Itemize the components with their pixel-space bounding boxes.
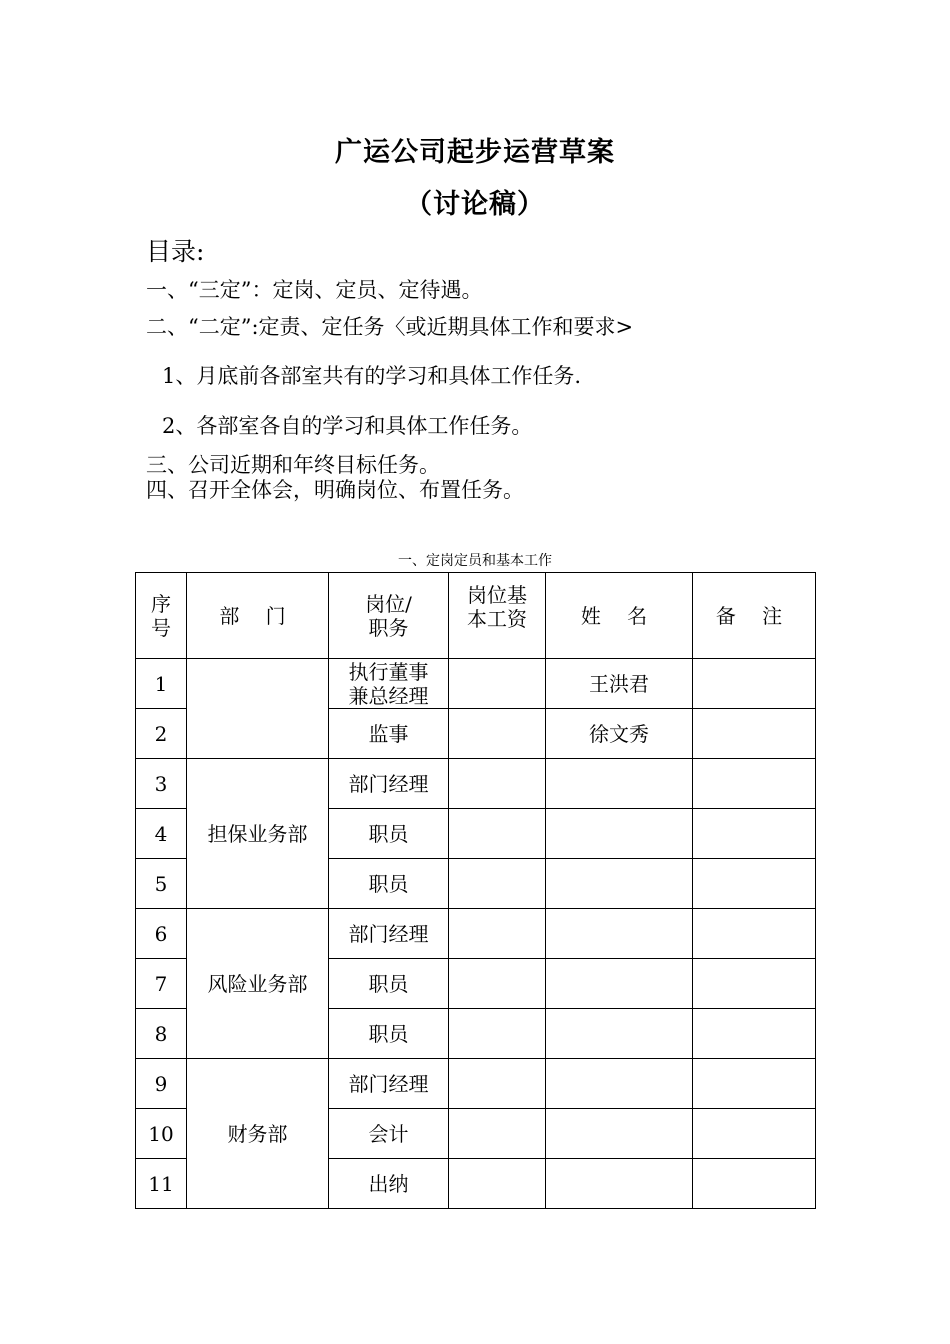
salary-cell <box>449 1059 546 1109</box>
row-number: 6 <box>136 909 187 959</box>
salary-cell <box>449 859 546 909</box>
row-number: 1 <box>136 659 187 709</box>
salary-cell <box>449 709 546 759</box>
remark-cell <box>693 1159 816 1209</box>
post-cell: 部门经理 <box>329 909 449 959</box>
table-row <box>136 759 816 809</box>
post-cell: 部门经理 <box>329 759 449 809</box>
table-header-row <box>136 573 816 659</box>
row-number: 7 <box>136 959 187 1009</box>
row-number: 8 <box>136 1009 187 1059</box>
header-name: 姓 名 <box>546 573 693 659</box>
dept-cell: 担保业务部 <box>187 759 329 909</box>
post-cell: 会计 <box>329 1109 449 1159</box>
toc-item-4: 四、召开全体会，明确岗位、布置任务。 <box>146 478 524 502</box>
remark-cell <box>693 759 816 809</box>
salary-cell <box>449 959 546 1009</box>
toc-subitem-2: 2、各部室各自的学习和具体工作任务。 <box>162 414 533 438</box>
row-number: 3 <box>136 759 187 809</box>
salary-cell <box>449 659 546 709</box>
document-subtitle: （讨论稿） <box>405 189 545 220</box>
post-cell: 出纳 <box>329 1159 449 1209</box>
post-cell: 执行董事 兼总经理 <box>329 659 449 709</box>
row-number: 2 <box>136 709 187 759</box>
salary-cell <box>449 1159 546 1209</box>
toc-item-1: 一、“三定”：定岗、定员、定待遇。 <box>146 278 483 302</box>
toc-item-3: 三、公司近期和年终目标任务。 <box>146 453 440 477</box>
header-remark: 备 注 <box>693 573 816 659</box>
toc-item-2: 二、“二定”:定责、定任务〈或近期具体工作和要求> <box>146 315 634 339</box>
row-number: 10 <box>136 1109 187 1159</box>
toc-subitem-1: 1、月底前各部室共有的学习和具体工作任务. <box>162 364 582 388</box>
salary-cell <box>449 1109 546 1159</box>
dept-cell <box>187 659 329 759</box>
remark-cell <box>693 909 816 959</box>
remark-cell <box>693 1109 816 1159</box>
row-number: 4 <box>136 809 187 859</box>
post-cell: 职员 <box>329 959 449 1009</box>
name-cell <box>546 1009 693 1059</box>
dept-cell: 财务部 <box>187 1059 329 1209</box>
salary-cell <box>449 759 546 809</box>
remark-cell <box>693 859 816 909</box>
remark-cell <box>693 1059 816 1109</box>
name-cell <box>546 1059 693 1109</box>
name-cell <box>546 859 693 909</box>
post-cell: 监事 <box>329 709 449 759</box>
table-row <box>136 1059 816 1109</box>
name-cell: 王洪君 <box>546 659 693 709</box>
header-post: 岗位/ 职务 <box>329 573 449 659</box>
name-cell <box>546 759 693 809</box>
post-cell: 职员 <box>329 809 449 859</box>
remark-cell <box>693 959 816 1009</box>
dept-cell: 风险业务部 <box>187 909 329 1059</box>
row-number: 11 <box>136 1159 187 1209</box>
post-cell: 部门经理 <box>329 1059 449 1109</box>
salary-cell <box>449 809 546 859</box>
document-title: 广运公司起步运营草案 <box>335 137 615 168</box>
name-cell <box>546 1109 693 1159</box>
table-row <box>136 909 816 959</box>
salary-cell <box>449 909 546 959</box>
table-caption: 一、定岗定员和基本工作 <box>398 553 552 569</box>
name-cell <box>546 1159 693 1209</box>
staffing-table <box>135 572 816 1209</box>
table-row <box>136 659 816 709</box>
header-seq: 序 号 <box>136 573 187 659</box>
toc-heading: 目录: <box>146 237 205 266</box>
remark-cell <box>693 659 816 709</box>
remark-cell <box>693 809 816 859</box>
header-dept: 部 门 <box>187 573 329 659</box>
name-cell <box>546 809 693 859</box>
row-number: 5 <box>136 859 187 909</box>
post-cell: 职员 <box>329 1009 449 1059</box>
remark-cell <box>693 709 816 759</box>
remark-cell <box>693 1009 816 1059</box>
name-cell <box>546 909 693 959</box>
post-cell: 职员 <box>329 859 449 909</box>
row-number: 9 <box>136 1059 187 1109</box>
name-cell <box>546 959 693 1009</box>
header-salary: 岗位基 本工资 <box>449 573 546 659</box>
salary-cell <box>449 1009 546 1059</box>
name-cell: 徐文秀 <box>546 709 693 759</box>
